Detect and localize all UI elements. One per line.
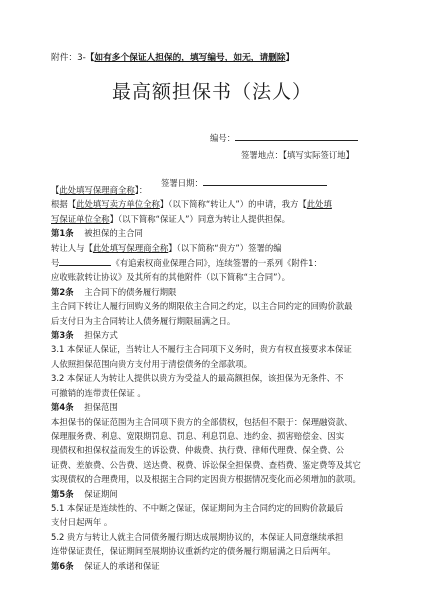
a3-line: 可撤销的连带责任保证 。: [51, 387, 146, 398]
article-6-heading: [51, 559, 384, 573]
salutation-name: 此处填写保理商全称: [59, 185, 135, 195]
article-3-title: 担保方式: [84, 330, 118, 341]
place-value: 【填写实际签订地】: [282, 150, 355, 160]
intro-text-2: 】（以下简称“转让人”）的申请，我方【: [159, 199, 307, 210]
a1-text-4: 《有追索权商业保理合同》，连续签署的一系列《附件1：: [111, 258, 322, 269]
a5-line: 5.2 贵方与转让人就主合同债务履行期达成展期协议的，本保证人同意继续承担: [51, 531, 344, 542]
annex-bracket-open: 【: [85, 53, 95, 63]
document-body: [51, 183, 384, 573]
article-6-number: 第6条: [51, 560, 74, 571]
article-1-text: [51, 241, 384, 285]
a5-line: 5.1 本保证是连续性的、不中断之保证，保证期间为主合同约定的回购价款最后: [51, 502, 344, 513]
article-4-heading: [51, 400, 384, 414]
article-5-text: [51, 501, 384, 559]
a4-line: 证费、差旅费、公告费、送达费、税费、诉讼保全担保费、查档费、鉴定费等及其它: [51, 459, 361, 470]
a1-text-5: 应收账款转让协议》及其所有的其他附件（以下简称“主合同”）。: [51, 272, 290, 283]
date-label: 签署日期：: [161, 178, 203, 188]
article-5-title: 保证期间: [84, 488, 118, 499]
a4-line: 现债权和担保权益而发生的诉讼费、仲裁费、执行费、律师代理费、保全费、公: [51, 445, 345, 456]
number-label: 编号：: [210, 133, 236, 143]
annex-bracket-close: 】: [285, 53, 295, 63]
intro-text-1: 根据【: [51, 199, 77, 210]
article-1-title: 被担保的主合同: [84, 228, 143, 239]
article-3-number: 第3条: [51, 330, 74, 341]
a4-line: 本担保书的保证范围为主合同项下贵方的全部债权，包括但不限于：保理融资款、: [51, 416, 353, 427]
intro-guarantor-name-1: 此处填: [306, 199, 332, 210]
intro-text-3: 】（以下简称“保证人”）同意为转让人提供担保。: [109, 213, 290, 224]
article-1-number: 第1条: [51, 228, 74, 239]
a1-text-1: 转让人与【: [51, 242, 93, 253]
salutation-open: 【: [51, 185, 60, 195]
article-2-heading: [51, 285, 384, 299]
a5-line: 支付日起两年 。: [51, 517, 113, 528]
place-label: 签署地点：: [241, 150, 283, 160]
place-line: [241, 149, 354, 161]
article-5-heading: [51, 487, 384, 501]
a4-line: 实现债权的合理费用，以及根据主合同约定因贵方根据情况变化而必须增加的款项。: [51, 474, 361, 485]
a1-text-3: 号: [51, 258, 60, 269]
number-field[interactable]: [235, 130, 358, 141]
document-title: 最高额担保书（法人）: [111, 81, 312, 103]
article-2-title: 主合同下的债务履行期限: [84, 286, 177, 297]
contract-number-field[interactable]: [59, 255, 111, 266]
a3-line: 3.2 本保证人为转让人提供以贵方为受益人的最高额担保，该担保为无条件、不: [51, 373, 344, 384]
annex-note: [51, 51, 294, 63]
a1-factor-name: 此处填写保理商全称: [92, 242, 169, 253]
a5-line: 连带保证责任，保证期间至展期协议重新约定的债务履行期届满之日后两年。: [51, 546, 336, 557]
a3-line: 人依照担保范围向贵方支付用于清偿债务的全部款项。: [51, 358, 252, 369]
article-2-text: [51, 299, 384, 328]
article-2-number: 第2条: [51, 286, 74, 297]
salutation: [51, 183, 384, 197]
annex-prefix: 附件：3-: [51, 53, 86, 63]
article-6-title: 保证人的承诺和保证: [84, 560, 160, 571]
a2-line: 主合同下转让人履行回购义务的期限依主合同之约定，以主合同约定的回购价款最: [51, 301, 353, 312]
article-4-title: 担保范围: [84, 402, 118, 413]
a4-line: 保理服务费、利息、宽限期罚息、罚息、利息罚息、违约金、损害赔偿金、因实: [51, 430, 345, 441]
intro-paragraph: [51, 197, 384, 226]
article-3-heading: [51, 328, 384, 342]
number-line: [210, 130, 358, 144]
a2-line: 后支付日为主合同转让人债务履行期限届满之日。: [51, 315, 236, 326]
annex-instruction: 如有多个保证人担保的，填写编号，如无，请删除: [94, 53, 286, 63]
article-5-number: 第5条: [51, 488, 74, 499]
intro-guarantor-name-2: 写保证单位全称: [51, 213, 110, 224]
salutation-close: 】：: [134, 185, 148, 195]
intro-seller-name: 此处填写卖方单位全称: [76, 199, 160, 210]
article-1-heading: [51, 226, 384, 240]
article-3-text: [51, 342, 384, 400]
a1-text-2: 】（以下简称“贵方”）签署的编: [168, 242, 282, 253]
article-4-number: 第4条: [51, 402, 74, 413]
article-4-text: [51, 415, 384, 487]
a3-line: 3.1 本保证人保证，当转让人不履行主合同项下义务时，贵方有权直接要求本保证: [51, 344, 352, 355]
